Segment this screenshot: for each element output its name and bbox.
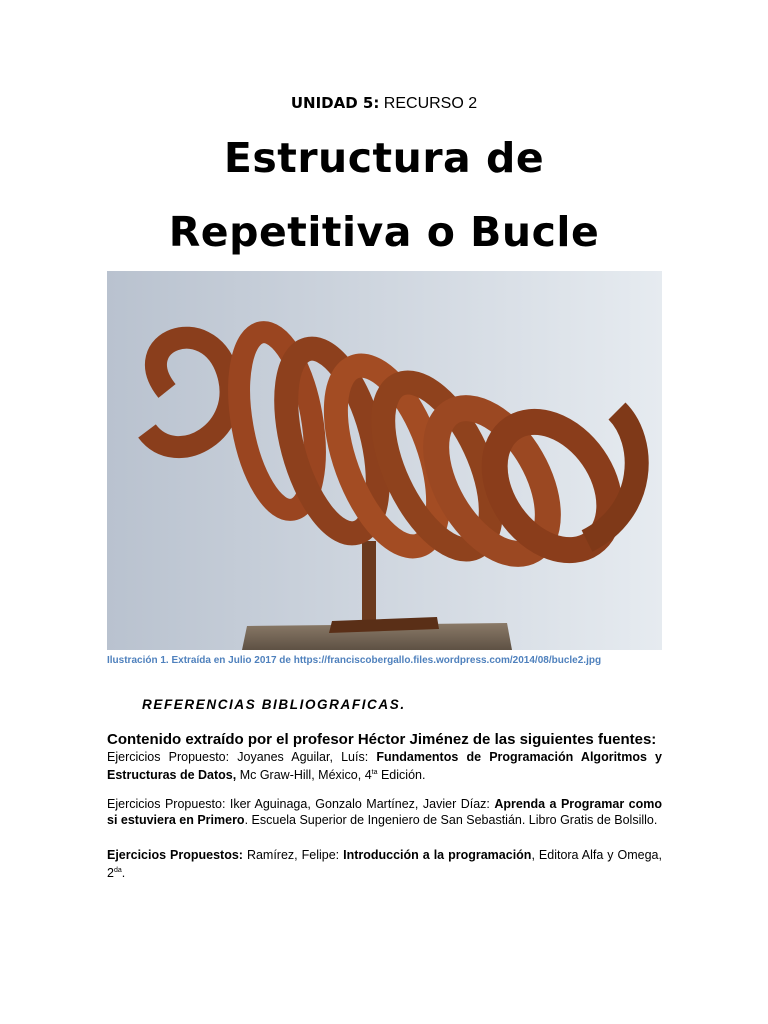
spiral-sculpture-image (107, 271, 662, 650)
figure-caption: Ilustración 1. Extraída en Julio 2017 de https://franciscobergallo.files.wordpress.com/2014/08/bucle2.jpg (107, 655, 602, 666)
reference-item: Ejercicios Propuesto: Iker Aguinaga, Gonzalo Martínez, Javier Díaz: Aprenda a Programar como si estuviera en Primero. Escuela Superior de Ingeniero de San Sebastián. Libro Gratis de Bolsillo. (107, 797, 662, 827)
reference-item: Ejercicios Propuesto: Joyanes Aguilar, Luís: Fundamentos de Programación Algoritmos y Estructuras de Datos, Mc Graw-Hill, México, $4^{ta}$ Edición. (107, 750, 663, 783)
reference-item: Ejercicios Propuestos: Ramírez, Felipe: Introducción a la programación, Editora Alfa y Omega, $2^{da}$. (107, 848, 662, 881)
references-intro: Contenido extraído por el profesor Héctor Jiménez de las siguientes fuentes: (107, 731, 657, 748)
unit-resource: RECURSO 2 (379, 95, 478, 112)
unit-heading (0, 94, 768, 113)
title-line-2: Repetitiva o Bucle (168, 208, 600, 256)
references-heading: REFERENCIAS BIBLIOGRAFICAS. (142, 697, 406, 712)
title-line-1: Estructura de (223, 134, 545, 182)
unit-label: UNIDAD 5: (290, 94, 380, 112)
